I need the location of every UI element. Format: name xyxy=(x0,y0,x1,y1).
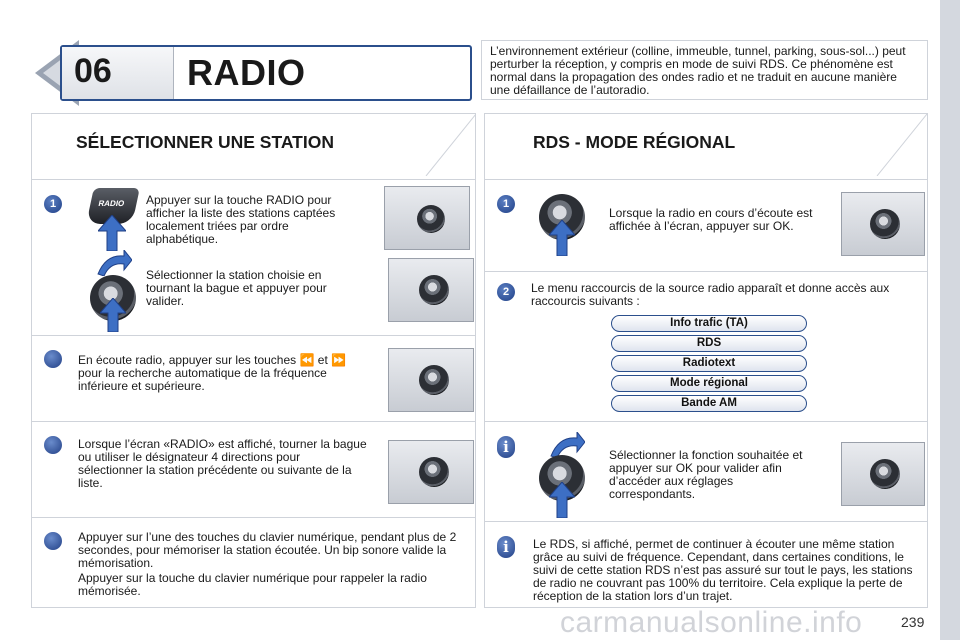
left-tip-row xyxy=(32,421,475,517)
console-thumbnail xyxy=(388,348,474,412)
tip1-and: et xyxy=(317,353,328,367)
page-number: 239 xyxy=(901,614,925,630)
left-section-title: SÉLECTIONNER UNE STATION xyxy=(76,132,334,152)
lightbulb-tip-icon xyxy=(44,532,62,550)
right-step1-text: Lorsque la radio en cours d’écoute est affichée à l’écran, appuyer sur OK. xyxy=(609,206,813,233)
left-step-row xyxy=(32,179,475,335)
console-thumbnail xyxy=(388,440,474,504)
right-step-row xyxy=(485,179,927,271)
lightbulb-tip-icon xyxy=(44,436,62,454)
right-info-row xyxy=(485,521,927,607)
control-knob-icon xyxy=(419,275,449,305)
menu-item-mode-regional[interactable]: Mode régional xyxy=(611,375,807,392)
left-tip-row xyxy=(32,335,475,421)
press-arrow-icon xyxy=(549,220,575,256)
left-tip-row xyxy=(32,517,475,607)
left-tip1-text xyxy=(78,354,368,393)
chapter-header xyxy=(60,45,472,101)
menu-item-radiotext[interactable]: Radiotext xyxy=(611,355,807,372)
step-number-badge: 2 xyxy=(497,283,515,301)
lightbulb-tip-icon xyxy=(44,350,62,368)
right-info2-text: Le RDS, si affiché, permet de continuer à écouter une même station grâce au suivi de fréquence. Cependant, dans certaines conditions, le suivi de cette station RDS n’est pas assuré sur tout le pays, les stations de radio ne couvrant pas 100% du territoire. Cela explique la perte de réception de la station lors d’un trajet. xyxy=(533,537,913,603)
left-step1b-text: Sélectionner la station choisie en tournant la bague et appuyer pour valider. xyxy=(146,268,327,308)
press-arrow-icon xyxy=(549,482,575,518)
title-corner-decoration xyxy=(412,114,476,176)
right-step-row xyxy=(485,271,927,421)
right-step2-text: Le menu raccourcis de la source radio apparaît et donne accès aux raccourcis suivants : xyxy=(531,281,890,308)
rotate-arrow-icon xyxy=(96,250,132,276)
info-icon: i xyxy=(497,536,515,558)
right-info-row xyxy=(485,421,927,521)
left-tip2-text: Lorsque l’écran «RADIO» est affiché, tourner la bague ou utiliser le désignateur 4 directions pour sélectionner la station précédente ou suivante de la liste. xyxy=(78,437,367,490)
console-thumbnail xyxy=(841,192,925,256)
right-info1-text: Sélectionner la fonction souhaitée et appuyer sur OK pour valider afin d’accéder aux réglages correspondants. xyxy=(609,448,803,501)
control-knob-icon xyxy=(419,365,449,395)
control-knob-icon xyxy=(419,457,449,487)
left-tip3-text-a: Appuyer sur l’une des touches du clavier numérique, pendant plus de 2 secondes, pour mémoriser la station écoutée. Un bip sonore valide la mémorisation. xyxy=(78,530,457,570)
chapter-number: 06 xyxy=(62,47,174,99)
console-thumbnail xyxy=(384,186,470,250)
seek-back-icon: ⏪ xyxy=(299,353,315,367)
right-panel xyxy=(484,113,928,608)
menu-item-bande-am[interactable]: Bande AM xyxy=(611,395,807,412)
press-arrow-icon xyxy=(98,215,126,251)
step-number-badge: 1 xyxy=(44,195,62,213)
right-section-title: RDS - MODE RÉGIONAL xyxy=(533,132,736,152)
console-thumbnail xyxy=(388,258,474,322)
info-icon: i xyxy=(497,436,515,458)
menu-item-info-trafic[interactable]: Info trafic (TA) xyxy=(611,315,807,332)
left-step1-text: Appuyer sur la touche RADIO pour afficher la liste des stations captées localement triées par ordre alphabétique. xyxy=(146,193,336,246)
left-panel xyxy=(31,113,476,608)
tip1-text-a: En écoute radio, appuyer sur les touches xyxy=(78,353,297,367)
control-knob-icon xyxy=(417,205,445,233)
chapter-title: RADIO xyxy=(187,52,306,93)
tip1-text-b: pour la recherche automatique de la fréquence inférieure et supérieure. xyxy=(78,366,327,393)
rotate-arrow-icon xyxy=(549,432,585,458)
menu-item-rds[interactable]: RDS xyxy=(611,335,807,352)
left-tip3-text-b: Appuyer sur la touche du clavier numérique pour rappeler la radio mémorisée. xyxy=(78,571,427,598)
watermark: carmanualsonline.info xyxy=(560,606,863,639)
intro-note: L’environnement extérieur (colline, immeuble, tunnel, parking, sous-sol...) peut perturber la réception, y compris en mode de suivi RDS. Ce phénomène est normal dans la propagation des ondes radio et ne traduit en aucune manière une défaillance de l’autoradio. xyxy=(481,40,928,100)
seek-forward-icon: ⏩ xyxy=(331,353,347,367)
press-arrow-icon xyxy=(100,298,126,332)
page-edge-strip xyxy=(940,0,960,640)
control-knob-icon xyxy=(870,459,900,489)
radio-key-label: RADIO xyxy=(97,199,126,208)
step-number-badge: 1 xyxy=(497,195,515,213)
control-knob-icon xyxy=(870,209,900,239)
title-corner-decoration xyxy=(865,114,927,176)
console-thumbnail xyxy=(841,442,925,506)
